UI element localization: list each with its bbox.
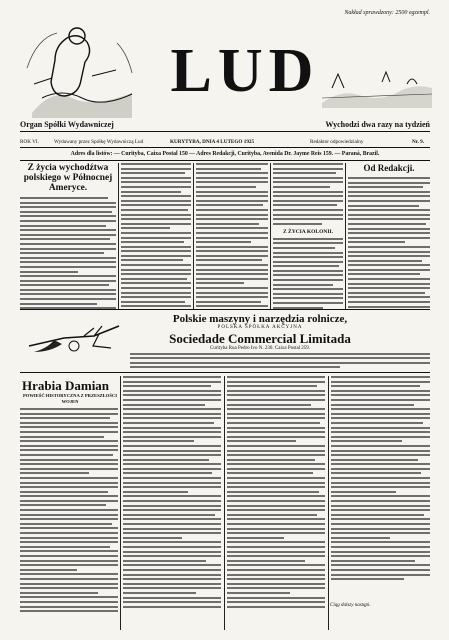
article-body bbox=[348, 177, 430, 309]
masthead-illustration bbox=[22, 18, 142, 118]
plow-illustration bbox=[24, 316, 124, 356]
issue-year: ROK VI. bbox=[20, 139, 39, 145]
advert-title: Polskie maszyny i narzędzia rolnicze, bbox=[172, 313, 348, 325]
column-divider bbox=[118, 163, 119, 309]
divider bbox=[20, 372, 430, 373]
circulation-note: Nakład sprawdzony: 2500 egzempl. bbox=[344, 10, 430, 16]
article-title-emigration: Z życia wychodźtwa polskiego w Północnej Ameryce. bbox=[23, 163, 113, 193]
serial-title: Hrabia Damian bbox=[22, 378, 110, 393]
advert-body bbox=[130, 353, 430, 369]
article-body bbox=[273, 163, 343, 225]
advert-company: Sociedade Commercial Limitada bbox=[169, 331, 351, 346]
address-line: Adres dla listów: — Curityba, Caixa Postal 150 — Adres Redakcji, Curityba, Avenida Dr. Jayme Reis 159. — Paraná, Brazil. bbox=[70, 151, 380, 157]
column-divider bbox=[224, 376, 225, 630]
column-divider bbox=[270, 163, 271, 309]
article-body bbox=[20, 197, 116, 309]
divider bbox=[20, 147, 430, 148]
column-divider bbox=[193, 163, 194, 309]
column-divider bbox=[328, 376, 329, 630]
serial-body bbox=[20, 408, 118, 612]
article-body bbox=[273, 238, 343, 309]
masthead-landscape bbox=[322, 58, 432, 108]
serial-body bbox=[227, 376, 325, 608]
issue-number: Nr. 9. bbox=[412, 139, 425, 145]
serial-column bbox=[20, 408, 118, 630]
column-divider bbox=[345, 163, 346, 309]
from-editor-title: Od Redakcji. bbox=[363, 163, 415, 173]
serial-body bbox=[123, 376, 221, 608]
frequency-label: Wychodzi dwa razy na tydzień bbox=[325, 120, 430, 129]
advert-subtitle: POLSKA SPÓŁKA AKCYJNA bbox=[217, 325, 303, 330]
column-divider bbox=[120, 376, 121, 630]
article-column-1 bbox=[20, 163, 116, 309]
section-heading: Z ŻYCIA KOLONII. bbox=[283, 228, 333, 235]
issue-date: KURYTYBA, DNIA 4 LUTEGO 1925 bbox=[170, 139, 255, 145]
article-column-5 bbox=[348, 163, 430, 309]
advert-address: Curityba Rua Pedro Ivo N. 230. Caixa Postal 259. bbox=[209, 346, 311, 351]
serial-body bbox=[331, 376, 430, 580]
divider bbox=[20, 309, 430, 310]
issue-publisher: Wydawany przez Spółkę Wydawniczą Lud bbox=[54, 139, 144, 145]
issue-info-row bbox=[20, 138, 430, 147]
serial-subtitle: POWIEŚĆ HISTORYCZNA Z PRZESZŁOŚCI WOJEN bbox=[22, 393, 118, 404]
divider bbox=[20, 131, 430, 132]
masthead-title: LUD bbox=[170, 37, 320, 105]
issue-editor: Redaktor odpowiedzialny bbox=[310, 139, 364, 145]
article-body bbox=[196, 163, 268, 309]
article-column-3 bbox=[196, 163, 268, 309]
serial-column bbox=[331, 376, 430, 600]
serial-column bbox=[227, 376, 325, 630]
article-body bbox=[121, 163, 191, 309]
article-column-2 bbox=[121, 163, 191, 309]
serial-column bbox=[123, 376, 221, 630]
organ-label: Organ Spółki Wydawniczej bbox=[20, 120, 114, 129]
divider bbox=[20, 160, 430, 161]
continued-note: Ciąg dalszy nastąpi. bbox=[330, 603, 371, 608]
article-column-4 bbox=[273, 163, 343, 309]
